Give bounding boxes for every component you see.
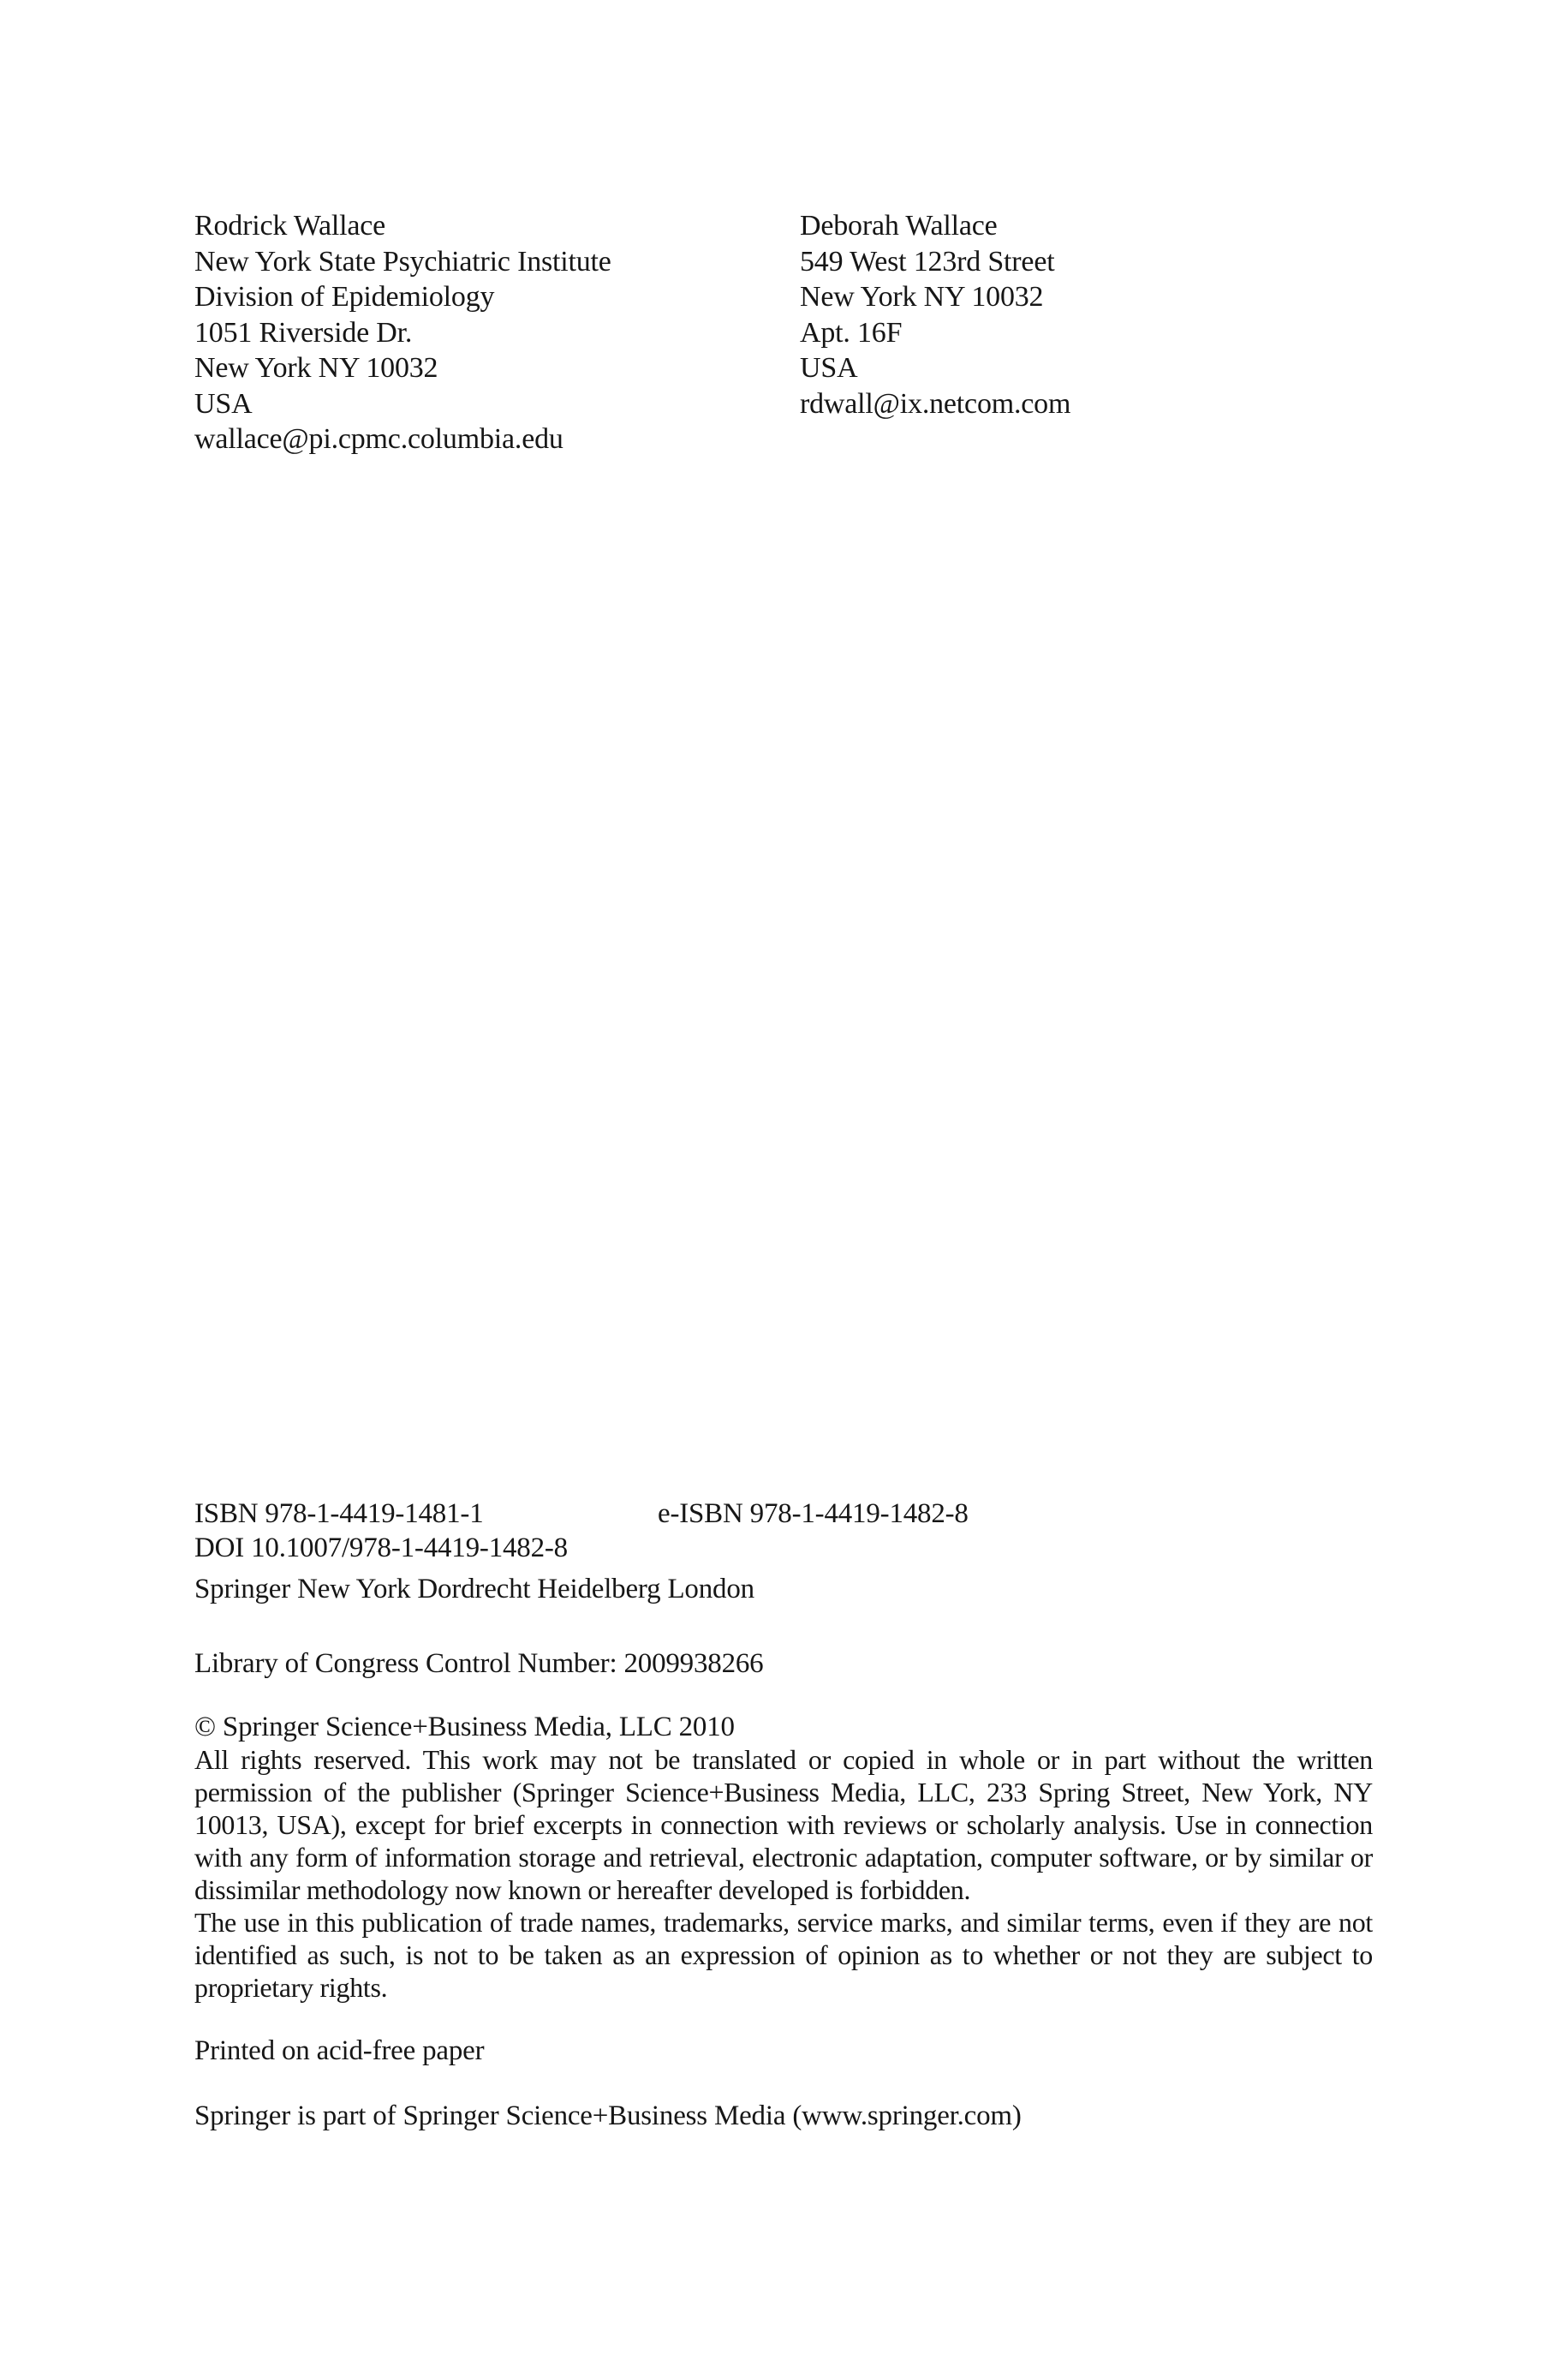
springer-media-note: Springer is part of Springer Science+Business Media (www.springer.com) [194, 2100, 1022, 2131]
author1-affiliation: New York State Psychiatric Institute [194, 245, 611, 278]
publisher-cities: Springer New York Dordrecht Heidelberg London [194, 1574, 754, 1604]
author2-email: rdwall@ix.netcom.com [800, 387, 1071, 420]
author2-apartment: Apt. 16F [800, 316, 903, 349]
author1-city: New York NY 10032 [194, 352, 438, 384]
author-column-1 [194, 208, 800, 457]
author2-street: 549 West 123rd Street [800, 245, 1055, 278]
author2-city: New York NY 10032 [800, 281, 1044, 313]
lccn-text: Library of Congress Control Number: 2009938266 [194, 1648, 764, 1679]
author1-email: wallace@pi.cpmc.columbia.edu [194, 423, 563, 455]
doi-text: DOI 10.1007/978-1-4419-1482-8 [194, 1533, 568, 1563]
acid-free-note: Printed on acid-free paper [194, 2035, 485, 2066]
author1-country: USA [194, 387, 253, 420]
author1-name: Rodrick Wallace [194, 210, 386, 242]
isbn-text: ISBN 978-1-4419-1481-1 [194, 1498, 484, 1529]
author1-division: Division of Epidemiology [194, 281, 495, 313]
isbn-row [194, 1497, 1373, 1531]
author2-name: Deborah Wallace [800, 210, 998, 242]
author-addresses [194, 208, 1422, 457]
copyright-line: © Springer Science+Business Media, LLC 2010 [194, 1712, 735, 1742]
eisbn-text: e-ISBN 978-1-4419-1482-8 [658, 1498, 969, 1529]
trademark-paragraph: The use in this publication of trade names, trademarks, service marks, and similar terms, even if they are not identified as such, is not to be taken as an expression of opinion as to whether or not they are subject to proprietary rights. [194, 1907, 1373, 2003]
imprint-block [194, 1497, 1373, 2132]
author-column-2 [800, 208, 1070, 457]
author2-country: USA [800, 352, 858, 384]
author1-street: 1051 Riverside Dr. [194, 316, 413, 349]
rights-paragraph: All rights reserved. This work may not be translated or copied in whole or in part without the written permission of the publisher (Springer Science+Business Media, LLC, 233 Spring Street, New York, NY 10013, USA), except for brief excerpts in connection with reviews or scholarly analysis. Use in connection with any form of information storage and retrieval, electronic adaptation, computer software, or by similar or dissimilar methodology now known or hereafter developed is forbidden. [194, 1744, 1373, 1905]
